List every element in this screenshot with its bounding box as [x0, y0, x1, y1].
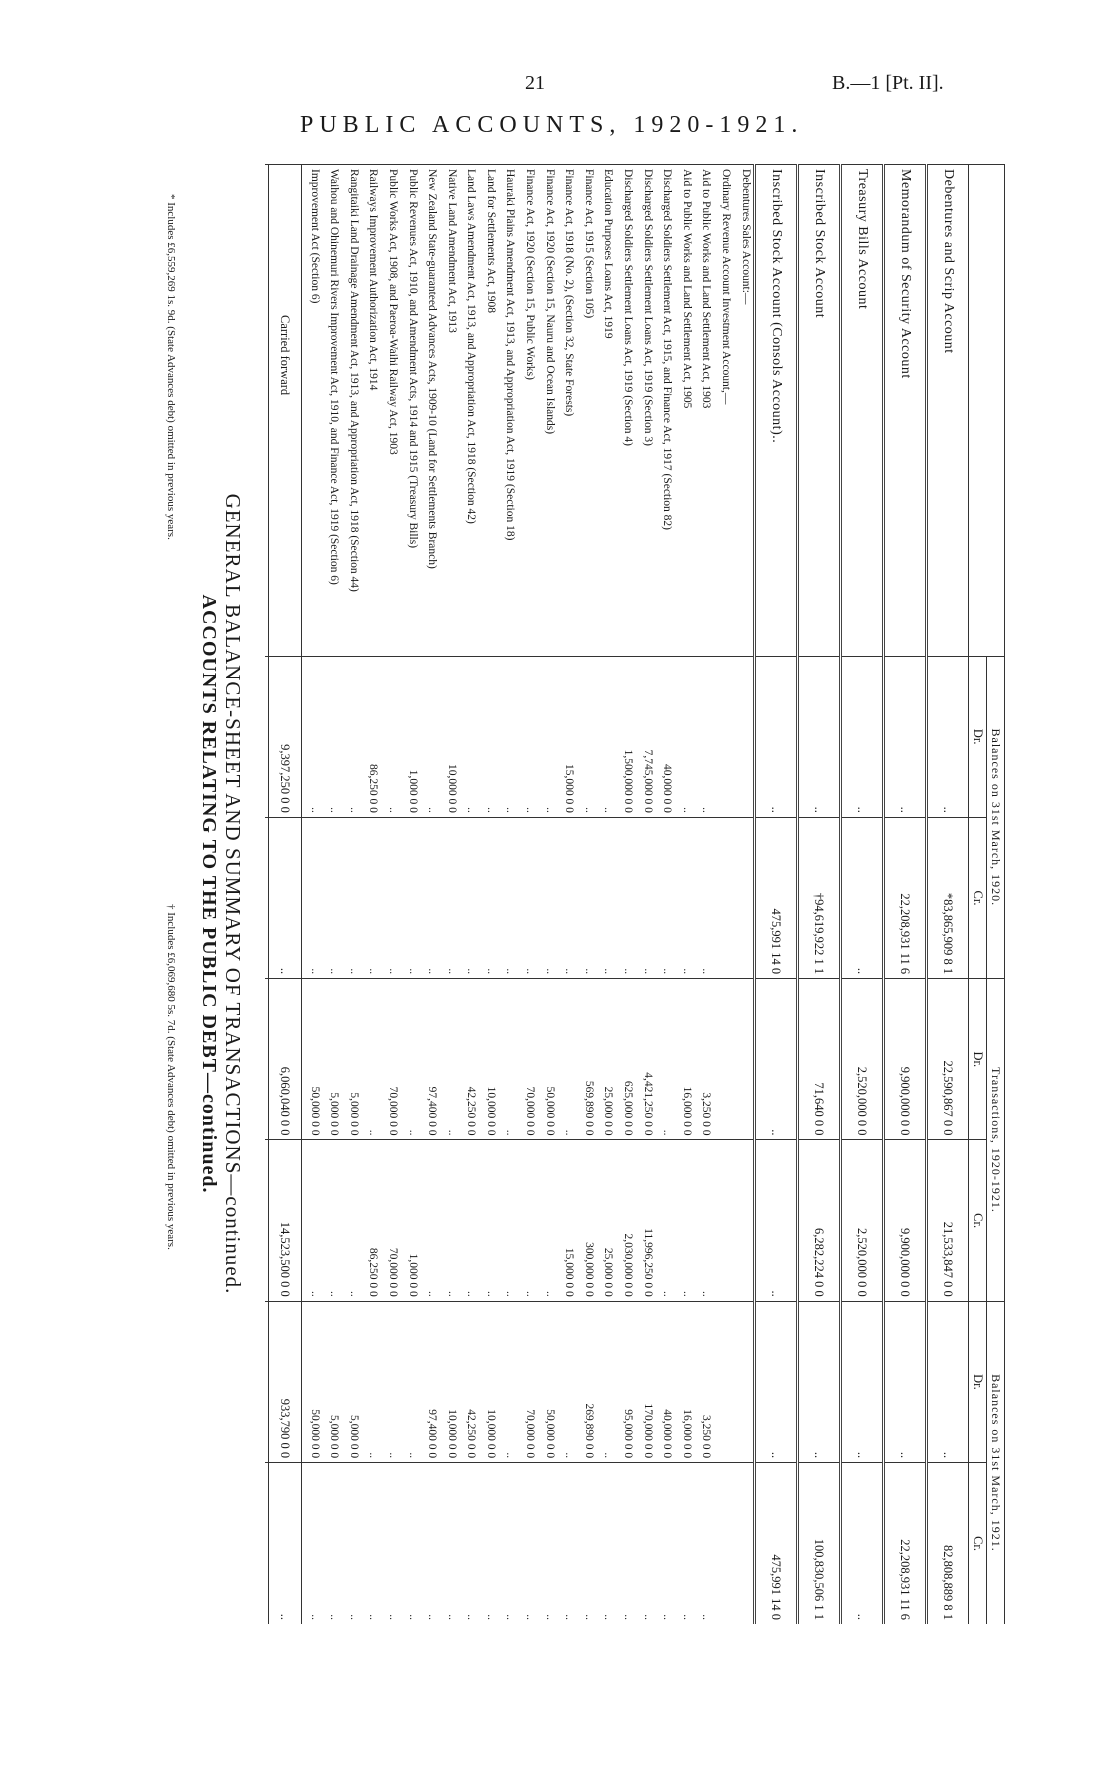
row-label: Finance Act, 1915 (Section 105) — [576, 165, 596, 657]
table-row — [841, 165, 884, 1625]
amount-cell: .. — [841, 1301, 884, 1462]
amount-cell: .. — [615, 817, 635, 978]
amount-cell: .. — [459, 656, 479, 817]
amount-cell: 22,590,867 0 0 — [927, 979, 969, 1140]
row-label: Aid to Public Works and Land Settlement Act, 1905 — [674, 165, 694, 657]
amount-cell: 569,890 0 0 — [576, 979, 596, 1140]
amount-cell: .. — [884, 656, 927, 817]
amount-cell: .. — [380, 1463, 400, 1624]
amount-cell: 269,890 0 0 — [576, 1301, 596, 1462]
footnote-1: * Includes £6,559,269 1s. 9d. (State Advances debt) omitted in previous years. — [165, 194, 177, 540]
group-header-1920: Balances on 31st March, 1920. — [987, 656, 1005, 979]
amount-cell — [733, 656, 754, 817]
amount-cell: .. — [596, 1463, 616, 1624]
row-label: Education Purposes Loans Act, 1919 — [596, 165, 616, 657]
amount-cell: .. — [478, 656, 498, 817]
amount-cell: 10,000 0 0 — [439, 656, 459, 817]
amount-cell: 50,000 0 0 — [537, 979, 557, 1140]
filler-cell — [265, 1463, 268, 1624]
amount-cell: 50,000 0 0 — [537, 1301, 557, 1462]
amount-cell: .. — [927, 656, 969, 817]
amount-cell: .. — [537, 1140, 557, 1301]
row-label: Improvement Act (Section 6) — [301, 165, 321, 657]
row-label: Discharged Soldiers Settlement Loans Act, 1919 (Section 4) — [615, 165, 635, 657]
amount-cell: 10,000 0 0 — [478, 1301, 498, 1462]
amount-cell: 16,000 0 0 — [674, 1301, 694, 1462]
table-row — [713, 165, 733, 1625]
amount-cell: 50,000 0 0 — [301, 979, 321, 1140]
amount-cell: 82,808,889 8 1 — [927, 1463, 969, 1624]
amount-cell: 40,000 0 0 — [655, 1301, 675, 1462]
amount-cell: .. — [301, 1463, 321, 1624]
table-row — [655, 165, 675, 1625]
amount-cell: .. — [439, 817, 459, 978]
table-row — [576, 165, 596, 1625]
amount-cell: .. — [498, 1140, 518, 1301]
filler-cell — [265, 1301, 268, 1462]
amount-cell: 100,830,506 1 1 — [798, 1463, 841, 1624]
amount-cell: 25,000 0 0 — [596, 979, 616, 1140]
amount-cell: .. — [420, 1140, 440, 1301]
table-row — [927, 165, 969, 1625]
amount-cell: *83,865,909 8 1 — [927, 817, 969, 978]
row-label: Railways Improvement Authorization Act, 1914 — [361, 165, 381, 657]
row-label: Waihou and Ohinemuri Rivers Improvement Act, 1910, and Finance Act, 1919 (Section 6) — [322, 165, 342, 657]
amount-cell — [733, 1301, 754, 1462]
amount-cell: .. — [755, 656, 798, 817]
amount-cell: .. — [498, 1463, 518, 1624]
amount-cell: .. — [268, 817, 301, 978]
amount-cell: 5,000 0 0 — [341, 1301, 361, 1462]
amount-cell: .. — [322, 656, 342, 817]
amount-cell: .. — [400, 1463, 420, 1624]
amount-cell — [713, 1301, 733, 1462]
amount-cell: .. — [884, 1301, 927, 1462]
table-row — [268, 165, 301, 1625]
amount-cell — [733, 979, 754, 1140]
amount-cell: 2,030,000 0 0 — [615, 1140, 635, 1301]
amount-cell: .. — [439, 1463, 459, 1624]
amount-cell: 95,000 0 0 — [615, 1301, 635, 1462]
amount-cell: 50,000 0 0 — [301, 1301, 321, 1462]
label-column-header — [969, 165, 1005, 657]
amount-cell: 22,208,931 11 6 — [884, 1463, 927, 1624]
amount-cell: 6,060,040 0 0 — [268, 979, 301, 1140]
amount-cell: 70,000 0 0 — [517, 1301, 537, 1462]
group-header-1921: Balances on 31st March, 1921. — [987, 1301, 1005, 1624]
amount-cell: .. — [517, 656, 537, 817]
amount-cell: .. — [635, 817, 655, 978]
amount-cell: .. — [420, 1463, 440, 1624]
amount-cell: .. — [459, 817, 479, 978]
row-label: Finance Act, 1918 (No. 2), (Section 32, State Forests) — [557, 165, 577, 657]
amount-cell: 9,900,000 0 0 — [884, 1140, 927, 1301]
amount-cell: .. — [694, 1140, 714, 1301]
amount-cell: .. — [301, 656, 321, 817]
table-row — [439, 165, 459, 1625]
amount-cell: 14,523,500 0 0 — [268, 1140, 301, 1301]
amount-cell: 933,790 0 0 — [268, 1301, 301, 1462]
amount-cell: 3,250 0 0 — [694, 979, 714, 1140]
amount-cell: .. — [341, 1463, 361, 1624]
dr-header: Dr. — [969, 656, 987, 817]
row-label: Debentures and Scrip Account — [927, 165, 969, 657]
page-number: 21 — [525, 72, 545, 94]
main-title: GENERAL BALANCE-SHEET AND SUMMARY OF TRANSACTIONS—continued. — [221, 493, 245, 1295]
amount-cell: 475,991 14 0 — [755, 817, 798, 978]
amount-cell — [713, 979, 733, 1140]
table-row — [459, 165, 479, 1625]
row-label: Debentures Sales Account:— — [733, 165, 754, 657]
table-row — [884, 165, 927, 1625]
amount-cell: 21,533,847 0 0 — [927, 1140, 969, 1301]
table-row — [341, 165, 361, 1625]
amount-cell: .. — [361, 1463, 381, 1624]
amount-cell: .. — [576, 817, 596, 978]
amount-cell: .. — [517, 1463, 537, 1624]
amount-cell: 42,250 0 0 — [459, 979, 479, 1140]
amount-cell: 71,640 0 0 — [798, 979, 841, 1140]
amount-cell: .. — [322, 1140, 342, 1301]
amount-cell: .. — [655, 817, 675, 978]
amount-cell: .. — [655, 979, 675, 1140]
amount-cell: .. — [694, 1463, 714, 1624]
table-row — [517, 165, 537, 1625]
page-title: PUBLIC ACCOUNTS, 1920-1921. — [300, 112, 804, 138]
row-label: Treasury Bills Account — [841, 165, 884, 657]
table-row — [615, 165, 635, 1625]
amount-cell: .. — [341, 817, 361, 978]
row-label: New Zealand State-guaranteed Advances Acts, 1909-10 (Land for Settlements Branch) — [420, 165, 440, 657]
table-row — [635, 165, 655, 1625]
amount-cell: .. — [301, 1140, 321, 1301]
amount-cell: 10,000 0 0 — [439, 1301, 459, 1462]
rotated-ledger — [145, 164, 1005, 1624]
amount-cell: 15,000 0 0 — [557, 1140, 577, 1301]
amount-cell: 70,000 0 0 — [380, 1140, 400, 1301]
amount-cell: 86,250 0 0 — [361, 656, 381, 817]
filler-cell — [265, 817, 268, 978]
amount-cell: .. — [537, 817, 557, 978]
table-row — [798, 165, 841, 1625]
amount-cell: .. — [498, 656, 518, 817]
amount-cell: .. — [596, 817, 616, 978]
amount-cell: .. — [341, 656, 361, 817]
amount-cell: .. — [380, 817, 400, 978]
amount-cell: 1,000 0 0 — [400, 1140, 420, 1301]
amount-cell: 86,250 0 0 — [361, 1140, 381, 1301]
row-label: Discharged Soldiers Settlement Loans Act, 1919 (Section 3) — [635, 165, 655, 657]
amount-cell: 5,000 0 0 — [341, 979, 361, 1140]
amount-cell: .. — [380, 1301, 400, 1462]
filler-cell — [265, 656, 268, 817]
group-header-transactions: Transactions, 1920-1921. — [987, 979, 1005, 1302]
amount-cell: .. — [322, 1463, 342, 1624]
sub-title: ACCOUNTS RELATING TO THE PUBLIC DEBT—continued. — [198, 594, 220, 1194]
amount-cell: .. — [655, 1463, 675, 1624]
amount-cell — [713, 1463, 733, 1624]
row-label: Ordinary Revenue Account Investment Account,— — [713, 165, 733, 657]
table-row — [733, 165, 754, 1625]
row-label: Inscribed Stock Account (Consols Account).. — [755, 165, 798, 657]
amount-cell: .. — [400, 979, 420, 1140]
table-row — [674, 165, 694, 1625]
amount-cell: .. — [361, 1301, 381, 1462]
amount-cell: 1,500,000 0 0 — [615, 656, 635, 817]
amount-cell: .. — [557, 1463, 577, 1624]
amount-cell: 6,282,224 0 0 — [798, 1140, 841, 1301]
amount-cell: .. — [322, 817, 342, 978]
amount-cell: .. — [439, 1140, 459, 1301]
amount-cell: .. — [755, 1140, 798, 1301]
amount-cell: .. — [268, 1463, 301, 1624]
amount-cell: .. — [596, 656, 616, 817]
amount-cell: .. — [478, 1140, 498, 1301]
amount-cell — [713, 656, 733, 817]
amount-cell: 40,000 0 0 — [655, 656, 675, 817]
amount-cell: .. — [498, 1301, 518, 1462]
amount-cell: 10,000 0 0 — [478, 979, 498, 1140]
amount-cell: .. — [576, 656, 596, 817]
amount-cell: .. — [798, 1301, 841, 1462]
row-label: Rangitaiki Land Drainage Amendment Act, 1913, and Appropriation Act, 1918 (Section 44) — [341, 165, 361, 657]
filler-cell — [265, 979, 268, 1140]
amount-cell: .. — [498, 817, 518, 978]
table-row — [537, 165, 557, 1625]
document-reference: B.—1 [Pt. II]. — [832, 72, 944, 94]
amount-cell: 1,000 0 0 — [400, 656, 420, 817]
amount-cell: .. — [674, 656, 694, 817]
amount-cell: .. — [615, 1463, 635, 1624]
amount-cell: .. — [635, 1463, 655, 1624]
amount-cell: .. — [459, 1463, 479, 1624]
row-label: Public Works Act, 1908, and Paeroa-Waihi Railway Act, 1903 — [380, 165, 400, 657]
row-label: Memorandum of Security Account — [884, 165, 927, 657]
amount-cell: 11,996,250 0 0 — [635, 1140, 655, 1301]
dr-header: Dr. — [969, 1301, 987, 1462]
amount-cell: .. — [841, 656, 884, 817]
amount-cell: 15,000 0 0 — [557, 656, 577, 817]
amount-cell: 625,000 0 0 — [615, 979, 635, 1140]
table-row — [478, 165, 498, 1625]
amount-cell: .. — [557, 1301, 577, 1462]
amount-cell: .. — [537, 656, 557, 817]
table-row — [361, 165, 381, 1625]
amount-cell: .. — [380, 656, 400, 817]
amount-cell — [713, 817, 733, 978]
amount-cell: .. — [439, 979, 459, 1140]
amount-cell: .. — [674, 817, 694, 978]
amount-cell: .. — [420, 656, 440, 817]
amount-cell — [733, 817, 754, 978]
amount-cell — [733, 1463, 754, 1624]
table-row — [420, 165, 440, 1625]
amount-cell: .. — [517, 1140, 537, 1301]
table-row — [498, 165, 518, 1625]
row-label: Land Laws Amendment Act, 1913, and Appropriation Act, 1918 (Section 42) — [459, 165, 479, 657]
amount-cell: .. — [478, 817, 498, 978]
amount-cell: .. — [798, 656, 841, 817]
amount-cell: 7,745,000 0 0 — [635, 656, 655, 817]
filler-row — [265, 165, 268, 1625]
amount-cell: .. — [498, 979, 518, 1140]
row-label: Hauraki Plains Amendment Act, 1913, and Appropriation Act, 1919 (Section 18) — [498, 165, 518, 657]
filler-cell — [265, 1140, 268, 1301]
table-row — [557, 165, 577, 1625]
amount-cell: .. — [341, 1140, 361, 1301]
amount-cell: 9,397,250 0 0 — [268, 656, 301, 817]
row-label: Aid to Public Works and Land Settlement Act, 1903 — [694, 165, 714, 657]
amount-cell: .. — [576, 1463, 596, 1624]
amount-cell: .. — [517, 817, 537, 978]
row-label: Discharged Soldiers Settlement Act, 1915, and Finance Act, 1917 (Section 82) — [655, 165, 675, 657]
row-label: Carried forward — [268, 165, 301, 657]
amount-cell: 70,000 0 0 — [380, 979, 400, 1140]
amount-cell: 9,900,000 0 0 — [884, 979, 927, 1140]
amount-cell: .. — [694, 817, 714, 978]
amount-cell: .. — [361, 979, 381, 1140]
amount-cell: 475,991 14 0 — [755, 1463, 798, 1624]
amount-cell: 97,400 0 0 — [420, 979, 440, 1140]
amount-cell: 2,520,000 0 0 — [841, 1140, 884, 1301]
row-label: Native Land Amendment Act, 1913 — [439, 165, 459, 657]
row-label: Finance Act, 1920 (Section 15, Public Works) — [517, 165, 537, 657]
cr-header: Cr. — [969, 817, 987, 978]
amount-cell: .. — [927, 1301, 969, 1462]
amount-cell: .. — [400, 1301, 420, 1462]
amount-cell: 16,000 0 0 — [674, 979, 694, 1140]
amount-cell: †94,619,922 1 1 — [798, 817, 841, 978]
amount-cell: 25,000 0 0 — [596, 1140, 616, 1301]
cr-header: Cr. — [969, 1463, 987, 1624]
amount-cell: 70,000 0 0 — [517, 979, 537, 1140]
amount-cell: 4,421,250 0 0 — [635, 979, 655, 1140]
ledger-table — [265, 164, 1005, 1624]
amount-cell: .. — [400, 817, 420, 978]
amount-cell: .. — [755, 979, 798, 1140]
amount-cell: .. — [674, 1463, 694, 1624]
table-row — [755, 165, 798, 1625]
amount-cell: .. — [557, 979, 577, 1140]
row-label: Inscribed Stock Account — [798, 165, 841, 657]
amount-cell: .. — [557, 817, 577, 978]
amount-cell: .. — [301, 817, 321, 978]
amount-cell: 5,000 0 0 — [322, 979, 342, 1140]
amount-cell: 42,250 0 0 — [459, 1301, 479, 1462]
dr-header: Dr. — [969, 979, 987, 1140]
amount-cell — [713, 1140, 733, 1301]
row-label: Public Revenues Act, 1910, and Amendment Acts, 1914 and 1915 (Treasury Bills) — [400, 165, 420, 657]
amount-cell: .. — [361, 817, 381, 978]
amount-cell: .. — [655, 1140, 675, 1301]
filler-cell — [265, 165, 268, 657]
amount-cell: .. — [596, 1301, 616, 1462]
table-row — [596, 165, 616, 1625]
amount-cell: 3,250 0 0 — [694, 1301, 714, 1462]
amount-cell: .. — [841, 817, 884, 978]
amount-cell: .. — [537, 1463, 557, 1624]
amount-cell: 300,000 0 0 — [576, 1140, 596, 1301]
amount-cell: 2,520,000 0 0 — [841, 979, 884, 1140]
amount-cell: .. — [755, 1301, 798, 1462]
amount-cell: .. — [459, 1140, 479, 1301]
amount-cell: .. — [694, 656, 714, 817]
table-row — [694, 165, 714, 1625]
ledger-body — [265, 165, 969, 1625]
amount-cell: .. — [674, 1140, 694, 1301]
amount-cell: 170,000 0 0 — [635, 1301, 655, 1462]
amount-cell: 5,000 0 0 — [322, 1301, 342, 1462]
row-label: Finance Act, 1920 (Section 15, Nauru and Ocean Islands) — [537, 165, 557, 657]
amount-cell: .. — [420, 817, 440, 978]
table-row — [380, 165, 400, 1625]
amount-cell: .. — [478, 1463, 498, 1624]
amount-cell: .. — [841, 1463, 884, 1624]
table-row — [322, 165, 342, 1625]
row-label: Land for Settlements Act, 1908 — [478, 165, 498, 657]
cr-header: Cr. — [969, 1140, 987, 1301]
amount-cell: 97,400 0 0 — [420, 1301, 440, 1462]
amount-cell: 22,208,931 11 6 — [884, 817, 927, 978]
table-row — [400, 165, 420, 1625]
footnote-2: † Includes £6,069,680 5s. 7d. (State Advances debt) omitted in previous years. — [165, 904, 177, 1250]
amount-cell — [733, 1140, 754, 1301]
table-row — [301, 165, 321, 1625]
